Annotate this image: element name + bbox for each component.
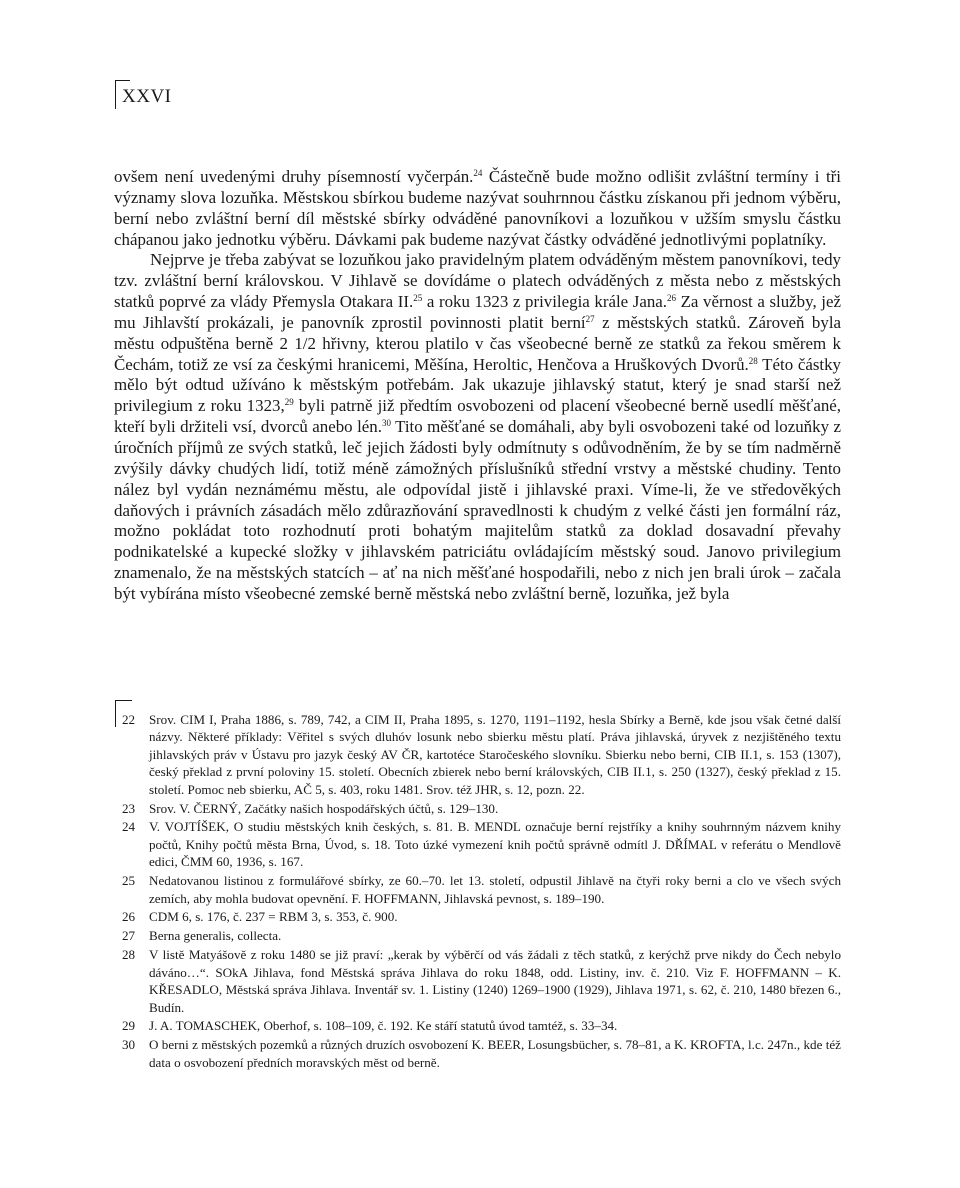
footnote-reference: 24 <box>473 168 483 178</box>
footnote-number: 23 <box>122 800 136 816</box>
footnote-text: V listě Matyášově z roku 1480 se již praví: „kerak by výběrčí od vás žádali z těch statků, z kerýchž prve nikdy do Čech nebylo dáváno…“. SOkA Jihlava, fond Městská správa Jihlava do roku 1848, odd. Listiny, inv. č. 210. Viz F. HOFFMANN – K. KŘESADLO, Městská správa Jihlava. Inventář sv. 1. Listiny (1240) 1269–1900 (1929), Jihlava 1971, s. 62, č. 210, 1480 březen 6., Budín. <box>149 947 841 1015</box>
footnote-text: CDM 6, s. 176, č. 237 = RBM 3, s. 353, č. 900. <box>149 909 398 925</box>
footnote-number: 24 <box>122 819 136 835</box>
footnote-text: Srov. CIM I, Praha 1886, s. 789, 742, a CIM II, Praha 1895, s. 1270, 1191–1192, hesla Sbírky a Berně, kde jsou však četné další názvy. Některé příklady: Věřitel s svých dluhóv losunk nebo sbierku městu platí. Práva jihlavská, úryvek z nezjištěného textu jihlavských práv v Ústavu pro jazyk český AV ČR, kartotéce Staročeského slovníku. Sbierku nebo berni, CIB II.1, s. 153 (1307), český překlad z první poloviny 15. století. Obecních zbierek nebo berní královských, CIB II.1, s. 250 (1327), český překlad z 15. století. Pomoc neb sbierku, AČ 5, s. 403, roku 1481. Srov. též JHR, s. 12, pozn. 22. <box>149 712 841 797</box>
text-run: Částečně bude možno odlišit zvláštní termíny i tři významy slova lozuňka. Městskou sbírkou budeme nazývat souhrnnou částku získanou při jednom výběru, berní nebo zvláštní berní díl městské sbírky odváděné panovníkovi a lozuňkou v užším smyslu částku chápanou jako jednotku výběru. Dávkami pak budeme nazývat částky odváděné jednotlivými poplatníky. <box>114 167 841 249</box>
footnote <box>122 800 841 817</box>
page-number: XXVI <box>122 86 172 107</box>
text-run: Této částky mělo být odtud užíváno k městským potřebám. Jak ukazuje jihlavský statut, který je snad starší než privilegium z roku 1323, <box>114 354 841 416</box>
footnote-reference: 25 <box>413 293 423 304</box>
footnote <box>122 946 841 1016</box>
footnotes <box>122 711 841 1073</box>
footnote-text: V. VOJTÍŠEK, O studiu městských knih českých, s. 81. B. MENDL označuje berní rejstříky a knihy souhrnným názvem knihy počtů, Knihy počtů města Brna, Úvod, s. 18. Toto úzké vymezení knih počtů správně odmítl J. DŘÍMAL v referátu o Mendlově edici, ČMM 60, 1936, s. 167. <box>149 819 841 870</box>
footnote <box>122 908 841 925</box>
text-run: Nejprve je třeba zabývat se lozuňkou jako pravidelným platem odváděným městem panovníkovi, tedy tzv. zvláštní berní královskou. V Jihlavě se dovídáme o platech odváděných z města nebo z městských statků poprvé za vlády Přemysla Otakara II. <box>114 250 841 312</box>
footnote-reference: 27 <box>585 313 595 324</box>
footnote <box>122 711 841 798</box>
footnote-reference: 30 <box>381 418 391 429</box>
text-run: Tito měšťané se domáhali, aby byli osvobozeni také od lozuňky z úročních příjmů ze svých statků, leč jejich žádosti byly odmítnuty s odůvodněním, že by se tím nadměrně zvýšily dávky chudých lidí, totiž méně zámožných příslušníků střední vrstvy a městské chudiny. Tento nález byl vydán neznámému městu, ale odpovídal jistě i jihlavské praxi. Víme-li, že ve středověkých daňových i právních zásadách mělo zdůrazňování spravedlnosti k chudým z velké části jen formální ráz, možno pokládat toto rozhodnutí proti bohatým majitelům statků za doklad dosavadní převahy podnikatelské a kupecké složky v jihlavském patriciátu ovládajícím městský soud. Janovo privilegium znamenalo, že na městských statcích – ať na nich měšťané hospodařili, nebo z nich jen brali úrok – začala být vybírána místo všeobecné zemské berně městská nebo zvláštní berně, lozuňka, jež byla <box>114 417 841 603</box>
footnote <box>122 1017 841 1034</box>
text-run: byli patrně již předtím osvobozeni od placení všeobecné berně usedlí měšťané, kteří byli držiteli vsí, dvorců anebo lén. <box>114 396 842 437</box>
footnote <box>122 1036 841 1071</box>
main-text <box>114 167 841 605</box>
footnote-text: Srov. V. ČERNÝ, Začátky našich hospodářských účtů, s. 129–130. <box>149 800 499 816</box>
body-paragraph <box>114 167 841 250</box>
footnote-reference: 28 <box>748 355 758 366</box>
text-run: ovšem není uvedenými druhy písemností vyčerpán. <box>114 167 474 186</box>
footnote <box>122 818 841 870</box>
footnote-text: Nedatovanou listinou z formulářové sbírky, ze 60.–70. let 13. století, odpustil Jihlavě na čtyři roky berni a clo ve všech svých zemích, aby mohla budovat opevnění. F. HOFFMANN, Jihlavská pevnost, s. 189–190. <box>149 873 841 906</box>
footnote-text: Berna generalis, collecta. <box>149 928 282 944</box>
footnote <box>122 872 841 907</box>
text-run: a roku 1323 z privilegia krále Jana. <box>422 292 667 312</box>
footnote-reference: 26 <box>666 293 676 304</box>
footnote-number: 26 <box>122 909 136 925</box>
footnote-number: 25 <box>122 873 136 889</box>
footnote-number: 22 <box>122 712 136 727</box>
footnote-number: 28 <box>122 947 136 963</box>
body-paragraph <box>114 250 841 604</box>
footnote-text: J. A. TOMASCHEK, Oberhof, s. 108–109, č. 192. Ke stáří statutů úvod tamtéž, s. 33–34. <box>149 1018 618 1034</box>
text-run: Za věrnost a služby, jež mu Jihlavští prokázali, je panovník zprostil povinnosti platit berní <box>114 292 841 332</box>
footnote-text: O berni z městských pozemků a různých druzích osvobození K. BEER, Losungsbücher, s. 78–81, a K. KROFTA, l.c. 247n., kde též data o osvobození předních moravských měst od berně. <box>149 1037 841 1070</box>
footnote-number: 27 <box>122 928 136 944</box>
footnote-number: 30 <box>122 1037 136 1053</box>
footnote-reference: 29 <box>284 397 294 408</box>
footnote-number: 29 <box>122 1018 136 1034</box>
footnote <box>122 927 841 944</box>
text-run: z městských statků. Zároveň byla městu odpuštěna berně 2 1/2 hřivny, kterou platilo v čas všeobecné berně ze statků za řekou směrem k Čechám, totiž ze vsí za českými hranicemi, Měšína, Heroltic, Henčova a Hruškových Dvorů. <box>114 312 842 374</box>
